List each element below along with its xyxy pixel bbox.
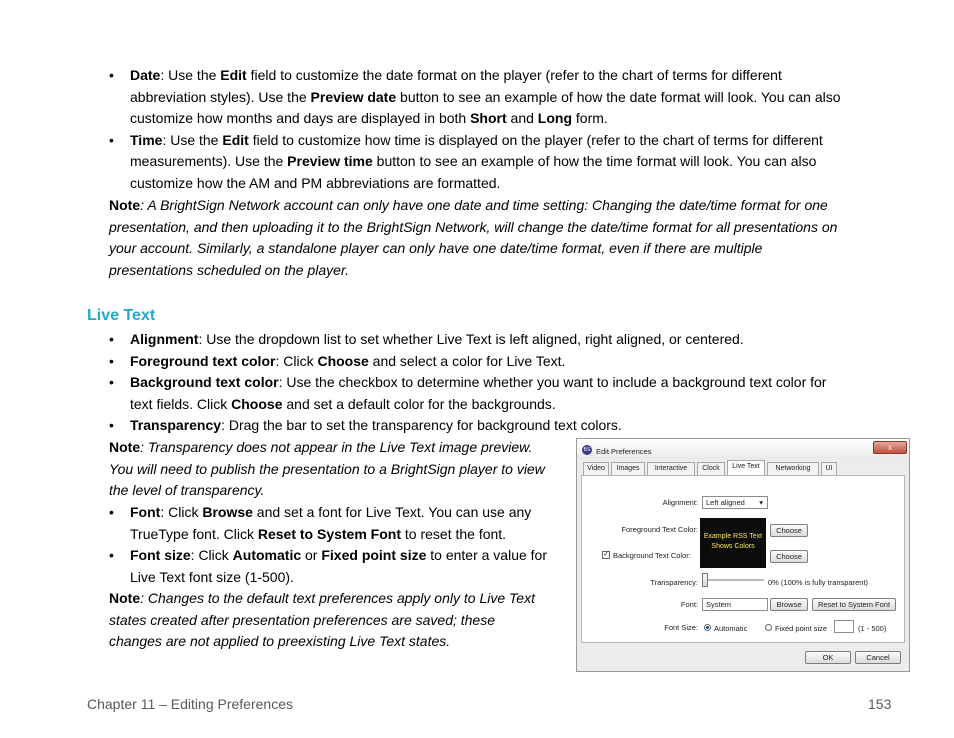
bold-term: Reset to System Font (257, 525, 401, 542)
note-preferences (109, 588, 535, 653)
tab-live-text[interactable]: Live Text (727, 460, 765, 476)
font-input[interactable]: System (702, 598, 768, 611)
note-text: presentations scheduled on the player. (109, 261, 349, 278)
ok-button[interactable]: OK (805, 651, 851, 664)
note-text: presentation, and then uploading it to the BrightSign Network, will change the date/time format for all presentations on (109, 218, 838, 235)
text-run: customize how the AM and PM abbreviations are formatted. (130, 174, 501, 191)
alignment-dropdown[interactable] (702, 496, 768, 509)
bold-term: Long (537, 110, 573, 126)
list-item (109, 65, 841, 130)
text-run: : Use the checkbox to determine whether you want to include a background text color for (278, 374, 827, 390)
list-item-line (130, 372, 826, 394)
text-run: and select a color for Live Text. (368, 352, 566, 369)
dialog-title-bar (577, 439, 909, 459)
text-run: button to see an example of how the time format will look. You can also (372, 153, 817, 169)
close-icon[interactable]: x (873, 441, 907, 454)
tab-ui[interactable]: UI (821, 462, 837, 476)
transparency-slider-handle[interactable] (702, 573, 708, 587)
note-line (109, 437, 545, 459)
bold-term: Preview time (287, 153, 373, 169)
fixed-point-size-radio[interactable] (765, 624, 772, 631)
note-line (109, 195, 837, 217)
background-choose-button[interactable]: Choose (770, 550, 808, 563)
note-text: the level of transparency. (109, 482, 265, 498)
note-text: You will need to publish the presentation to a BrightSign player to view (109, 460, 545, 477)
live-text-pane (581, 475, 905, 643)
text-run: : Click (160, 504, 203, 520)
note-label: Note (109, 197, 141, 213)
text-run: : Click (275, 352, 318, 369)
text-run: field to customize the date format on the player (refer to the chart of terms for different (246, 67, 782, 83)
automatic-label: Automatic (714, 624, 748, 633)
bold-term: Preview date (310, 88, 397, 105)
bold-term: Font size (130, 547, 191, 563)
bold-term: Choose (231, 395, 283, 412)
bold-term: Date (130, 67, 161, 83)
list-item-line (130, 65, 841, 87)
alignment-label: Alignment: (662, 498, 698, 507)
text-run: and set a default color for the backgrounds. (282, 395, 556, 412)
text-run: button to see an example of how the date format will look. You can also (396, 88, 841, 105)
note-text: changes are not applied to preexisting Live Text states. (109, 633, 451, 649)
section-heading-live-text: Live Text (87, 307, 156, 324)
list-item (109, 351, 826, 373)
note-line (109, 217, 837, 239)
list-item-line (130, 545, 547, 567)
text-run: : Use the dropdown list to set whether Live Text is left aligned, right aligned, or centered. (198, 331, 744, 347)
text-run: to reset the font. (401, 525, 507, 542)
text-run: form. (572, 110, 608, 126)
page-number: 153 (868, 696, 892, 712)
bold-term: Fixed point size (321, 547, 427, 563)
live-text-bullet-list (109, 329, 826, 437)
bold-term: Automatic (232, 547, 302, 563)
bold-term: Edit (222, 131, 249, 148)
bold-term: Browse (202, 504, 253, 520)
dialog-title: Edit Preferences (596, 447, 652, 456)
brightsign-logo-icon: BS (583, 447, 591, 453)
preview-line-2: Shows Colors (711, 543, 755, 550)
list-item-line (130, 502, 547, 524)
bold-term: Alignment (130, 331, 199, 347)
bold-term: Background text color (130, 374, 279, 390)
bold-term: Time (130, 131, 163, 148)
bold-term: Transparency (130, 417, 222, 433)
text-run: : Drag the bar to set the transparency for background text colors. (221, 417, 622, 433)
note-label: Note (109, 590, 141, 606)
text-run: to enter a value for (426, 547, 548, 563)
list-item-line (130, 87, 841, 109)
list-item (109, 372, 826, 415)
list-item-line (130, 130, 841, 152)
list-item-line (130, 394, 826, 416)
text-run: or (301, 547, 322, 563)
color-preview (700, 518, 766, 568)
preview-line-1: Example RSS Text (703, 533, 763, 540)
note-text: your account. Similarly, a standalone player can only have one date/time format, even if there are multiple (109, 240, 763, 256)
note-line (109, 588, 535, 610)
reset-system-font-button[interactable]: Reset to System Font (812, 598, 896, 611)
text-run: and set a font for Live Text. You can use any (252, 504, 532, 520)
bold-term: Edit (220, 67, 247, 83)
list-item (109, 415, 826, 437)
text-run: : Use the (162, 131, 223, 148)
list-item (109, 329, 826, 351)
list-item-line (130, 415, 826, 437)
text-run: customize how months and days are displayed in both (130, 110, 471, 126)
list-item-line (130, 108, 841, 130)
list-item-line (130, 173, 841, 195)
note-line (109, 260, 837, 282)
text-run: and (506, 110, 538, 126)
text-run: measurements). Use the (130, 153, 288, 169)
note-line (109, 459, 545, 481)
list-item-line (130, 151, 841, 173)
list-item-line (130, 351, 826, 373)
bold-term: Choose (317, 352, 369, 369)
list-item (109, 545, 547, 588)
automatic-radio[interactable] (704, 624, 711, 631)
list-item-line (130, 524, 547, 546)
note-text: : Changes to the default text preferences apply only to Live Text (140, 590, 535, 606)
transparency-value: 0% (100% is fully transparent) (768, 578, 869, 587)
font-size-range: (1 - 500) (858, 624, 887, 633)
font-bullet-list (109, 502, 547, 588)
chevron-down-icon: ▾ (759, 498, 763, 507)
list-item-line (130, 567, 547, 589)
text-run: : Use the (160, 67, 221, 83)
browse-button[interactable]: Browse (770, 598, 808, 611)
note-text: states created after presentation preferences are saved; these (109, 611, 496, 628)
note-line (109, 480, 545, 502)
fixed-point-size-input[interactable] (834, 620, 854, 633)
text-run: TrueType font. Click (130, 525, 258, 542)
text-run: abbreviation styles). Use the (130, 88, 311, 105)
note-line (109, 238, 837, 260)
note-date-time (109, 195, 837, 281)
note-label: Note (109, 439, 141, 455)
tab-images[interactable]: Images (611, 462, 645, 476)
date-time-bullet-list (109, 65, 841, 194)
tab-networking[interactable]: Networking (767, 462, 819, 476)
font-size-label: Font Size: (664, 623, 698, 632)
note-text: : Transparency does not appear in the Live Text image preview. (140, 439, 533, 455)
bold-term: Short (470, 110, 507, 126)
edit-preferences-dialog (576, 438, 910, 672)
foreground-choose-button[interactable]: Choose (770, 524, 808, 537)
transparency-label: Transparency: (650, 578, 698, 587)
tab-clock[interactable]: Clock (697, 462, 725, 476)
text-run: field to customize how time is displayed on the player (refer to the chart of terms for different (248, 131, 823, 148)
note-transparency (109, 437, 545, 502)
font-label: Font: (680, 600, 698, 609)
list-item-line (130, 329, 826, 351)
foreground-color-label: Foreground Text Color: (621, 525, 698, 534)
text-run: : Click (190, 547, 233, 563)
alignment-value: Left aligned (706, 498, 745, 507)
cancel-button[interactable]: Cancel (855, 651, 901, 664)
fixed-point-size-label: Fixed point size (775, 624, 828, 633)
note-text: : A BrightSign Network account can only have one date and time setting: Changing the date/time format for one (140, 197, 828, 213)
text-run: text fields. Click (130, 395, 232, 412)
transparency-slider-track[interactable] (702, 579, 764, 581)
text-run: Live Text font size (1-500). (130, 568, 294, 585)
background-color-checkbox[interactable]: ✓ (603, 551, 609, 558)
bold-term: Font (130, 504, 161, 520)
note-line (109, 631, 535, 653)
list-item (109, 130, 841, 195)
tab-video[interactable]: Video (583, 462, 609, 476)
note-line (109, 610, 535, 632)
footer-chapter: Chapter 11 – Editing Preferences (87, 696, 293, 712)
list-item (109, 502, 547, 545)
tab-interactive[interactable]: Interactive (647, 462, 695, 476)
bold-term: Foreground text color (130, 352, 276, 369)
background-color-label: Background Text Color: (613, 551, 691, 560)
